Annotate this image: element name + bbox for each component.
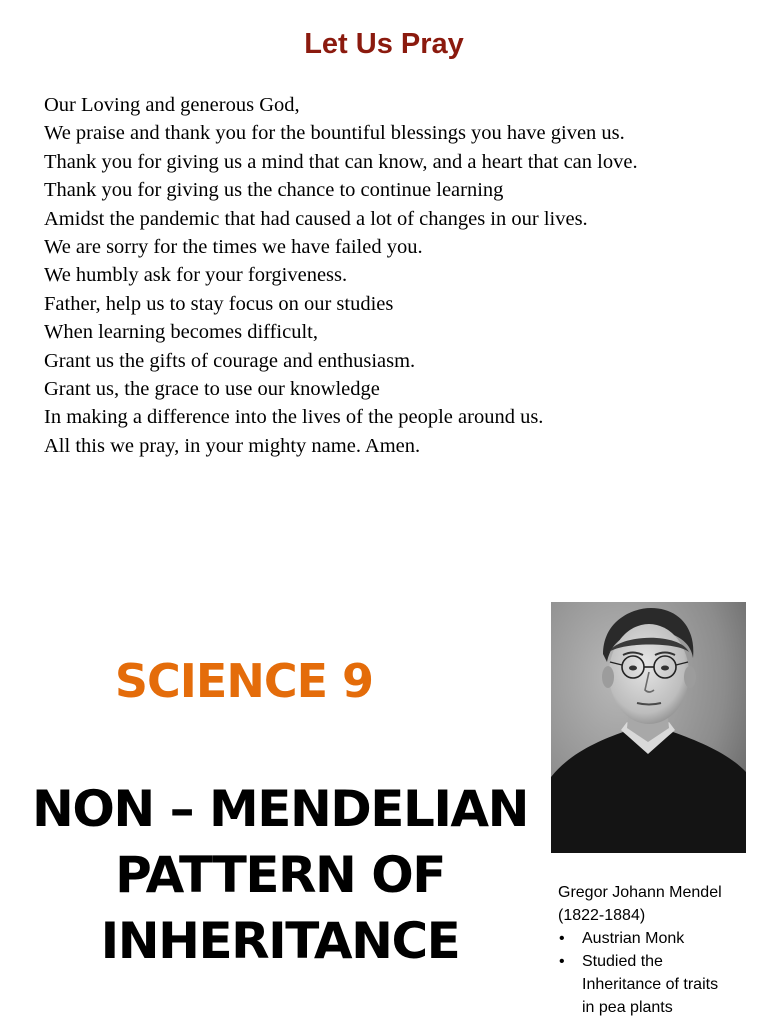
caption-bullet-text: in pea plants [582,999,673,1016]
prayer-line: All this we pray, in your mighty name. Amen. [44,434,421,457]
caption-bullet-item [558,927,763,950]
portrait-drawing [551,602,746,853]
prayer-line: Father, help us to stay focus on our studies [44,292,394,315]
prayer-line: When learning becomes difficult, [44,321,318,344]
caption-bullet-text: Inheritance of traits [582,976,719,993]
caption-bullet-text: Austrian Monk [582,930,685,947]
prayer-line: Our Loving and generous God, [44,94,300,116]
caption-bullet-text: Studied the [582,953,663,970]
caption-bullets [558,927,763,1019]
bullet-icon: • [559,930,565,947]
prayer-line: Thank you for giving us a mind that can know, and a heart that can love. [44,150,638,173]
lesson-title [0,776,560,974]
prayer-line: Thank you for giving us the chance to continue learning [44,179,504,202]
caption-name: Gregor Johann Mendel [558,884,722,901]
bullet-icon: • [559,953,565,970]
prayer-line: In making a difference into the lives of the people around us. [44,406,544,429]
prayer-title: Let Us Pray [304,28,464,60]
prayer-line: Grant us, the grace to use our knowledge [44,378,380,401]
subject-heading: SCIENCE 9 [114,654,374,708]
prayer-line: We are sorry for the times we have failed you. [44,236,423,259]
title-slide [0,512,768,1024]
prayer-line: Grant us the gifts of courage and enthusiasm. [44,349,416,372]
portrait-caption [558,881,763,1019]
lesson-title-line: NON – MENDELIAN [32,780,528,838]
prayer-line: We humbly ask for your forgiveness. [44,264,348,287]
lesson-title-line: PATTERN OF [115,846,445,904]
prayer-line: We praise and thank you for the bountiful blessings you have given us. [44,122,625,145]
caption-years: (1822-1884) [558,907,646,924]
mendel-portrait [551,602,746,853]
prayer-text [44,91,754,460]
lesson-title-line: INHERITANCE [100,912,460,970]
caption-bullet-item [558,950,763,1019]
prayer-line: Amidst the pandemic that had caused a lot of changes in our lives. [44,207,588,230]
